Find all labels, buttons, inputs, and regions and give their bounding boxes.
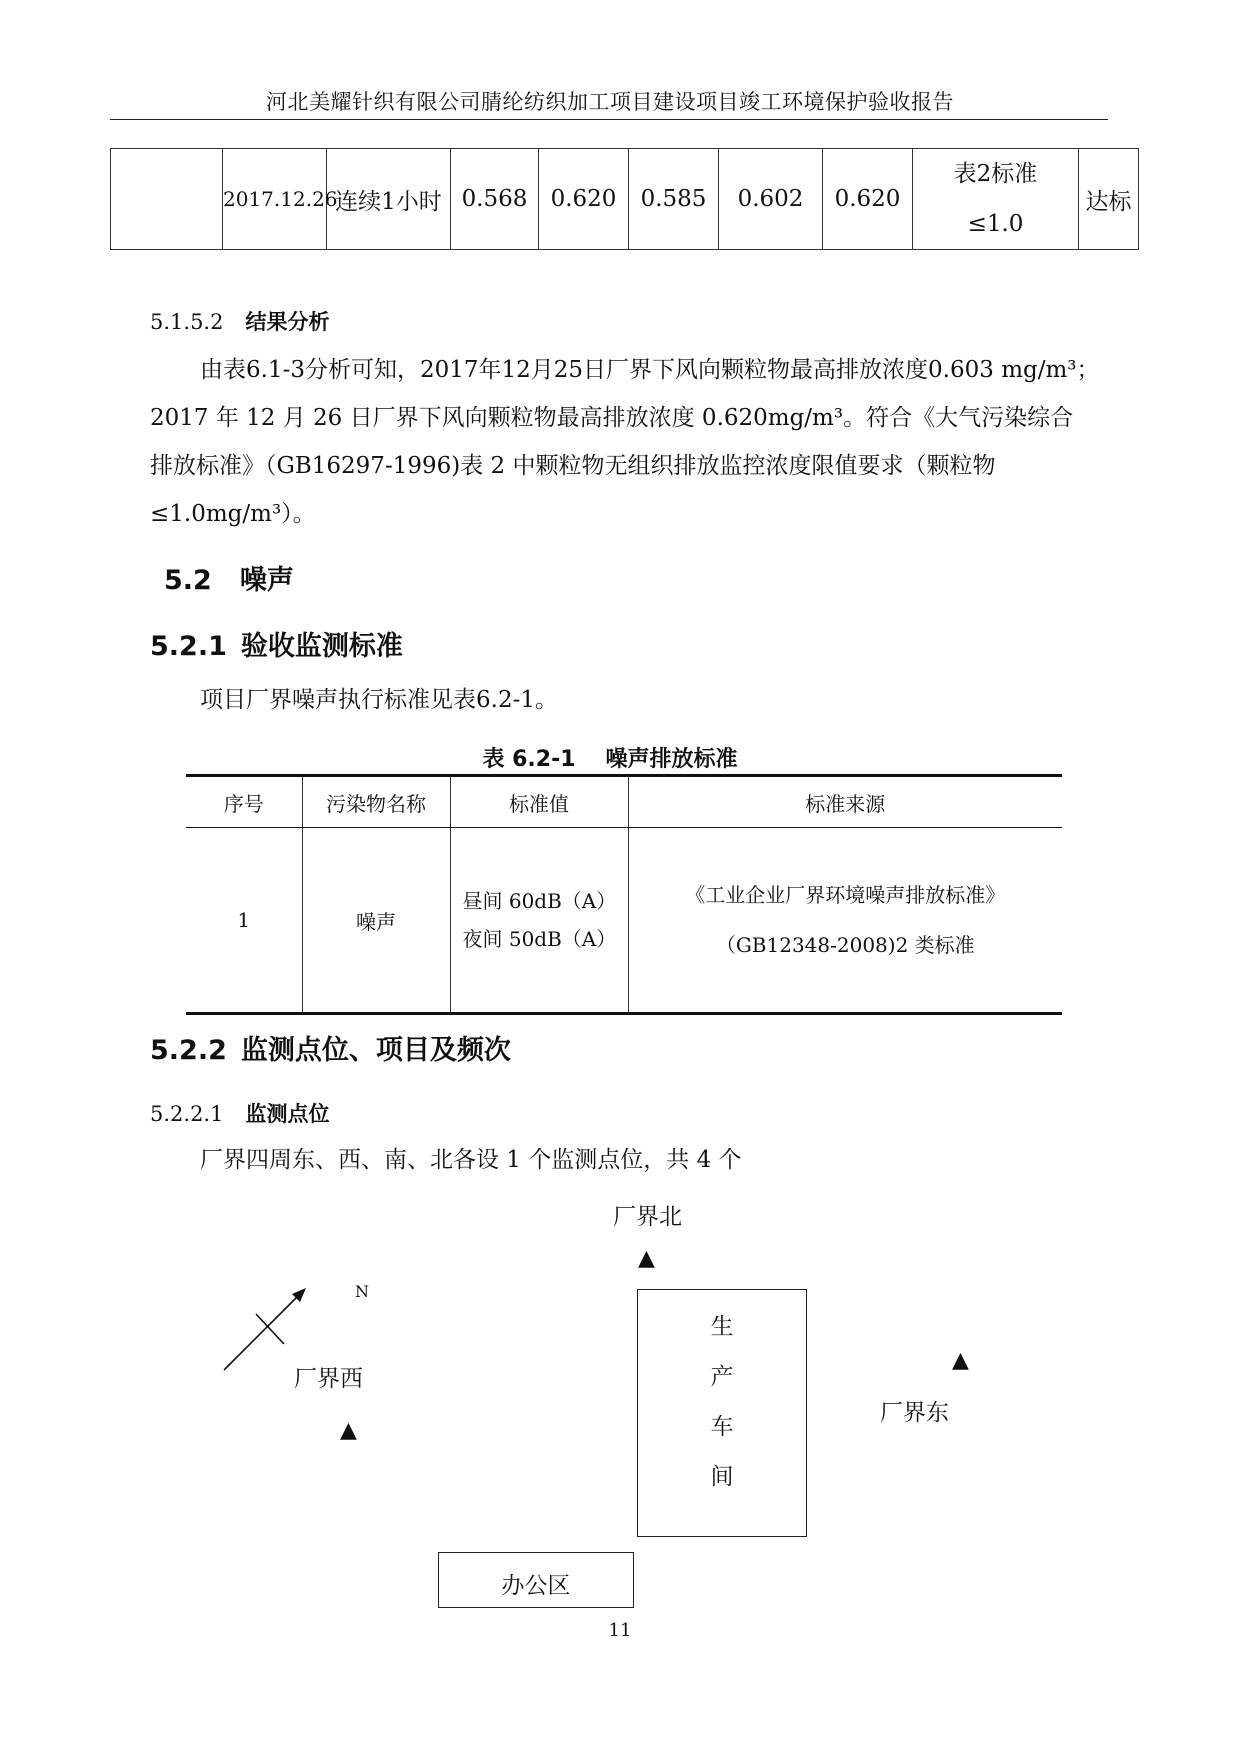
table-cell-pollutant: 噪声 — [302, 828, 450, 1014]
column-header: 标准来源 — [628, 776, 1062, 828]
workshop-char: 间 — [710, 1464, 734, 1490]
table-cell-index: 1 — [186, 828, 302, 1014]
table-cell-result: 达标 — [1079, 149, 1139, 250]
table-cell-standard-source — [628, 828, 1062, 1014]
result-analysis-section — [150, 298, 1100, 538]
table-cell-value: 0.602 — [719, 149, 823, 250]
table-cell-standard-value — [450, 828, 628, 1014]
source-line-2: （GB12348-2008)2 类标准 — [715, 933, 975, 957]
east-boundary-label: 厂界东 — [880, 1400, 949, 1426]
section-number: 5.2.1 — [150, 631, 227, 662]
table-header-row — [186, 776, 1062, 828]
workshop-char: 产 — [710, 1364, 734, 1390]
subsection-title: 监测点位 — [245, 1102, 330, 1126]
east-marker-icon: ▲ — [952, 1348, 969, 1373]
section-title: 监测点位、项目及频次 — [240, 1035, 511, 1066]
north-marker-icon: ▲ — [638, 1246, 655, 1271]
noise-standard-table — [186, 774, 1062, 1015]
table-cell-max-value: 0.620 — [823, 149, 913, 250]
page-number: 11 — [608, 1620, 632, 1641]
table-cell-standard — [913, 149, 1079, 250]
continuation-table — [110, 148, 1139, 250]
subsection-heading-5-2-2-1 — [150, 1090, 1100, 1138]
table-cell-value: 0.568 — [451, 149, 539, 250]
column-header: 标准值 — [450, 776, 628, 828]
west-boundary-label: 厂界西 — [294, 1366, 363, 1392]
analysis-line-4: ≤1.0mg/m³）。 — [150, 501, 316, 527]
table-cell-date: 2017.12.26 — [223, 149, 327, 250]
section-heading-5-2 — [164, 558, 294, 597]
west-marker-icon: ▲ — [340, 1418, 357, 1443]
table-cell — [111, 149, 223, 250]
value-night: 夜间 50dB（A） — [462, 927, 617, 951]
subsection-heading — [150, 298, 1100, 346]
value-day: 昼间 60dB（A） — [462, 889, 617, 913]
section-title: 验收监测标准 — [240, 631, 403, 662]
subsection-number: 5.1.5.2 — [150, 310, 224, 334]
table-cell-value: 0.620 — [539, 149, 629, 250]
subsection-title: 结果分析 — [245, 310, 330, 334]
analysis-line-2: 2017 年 12 月 26 日厂界下风向颗粒物最高排放浓度 0.620mg/m³。符合《大气污染综合 — [150, 405, 1074, 431]
standard-intro-text: 项目厂界噪声执行标准见表6.2-1。 — [200, 687, 558, 713]
source-line-1: 《工业企业厂界环境噪声排放标准》 — [685, 883, 1006, 907]
column-header: 序号 — [186, 776, 302, 828]
office-area-box — [438, 1552, 634, 1608]
column-header: 污染物名称 — [302, 776, 450, 828]
table-row — [111, 149, 1139, 250]
standard-line-1: 表2标准 — [953, 161, 1038, 187]
table-cell-value: 0.585 — [629, 149, 719, 250]
office-area-label: 办公区 — [501, 1573, 571, 1599]
table-caption-number: 表 6.2-1 — [482, 747, 576, 772]
analysis-line-3: 排放标准》（GB16297-1996)表 2 中颗粒物无组织排放监控浓度限值要求（颗粒物 — [150, 453, 996, 479]
subsection-number: 5.2.2.1 — [150, 1102, 224, 1126]
section-title: 噪声 — [239, 565, 294, 596]
monitoring-points-text: 厂界四周东、西、南、北各设 1 个监测点位，共 4 个 — [200, 1147, 742, 1173]
analysis-line-1: 由表6.1-3分析可知，2017年12月25日厂界下风向颗粒物最高排放浓度0.603 mg/m³； — [200, 357, 1100, 383]
compass-north-letter: N — [355, 1282, 369, 1301]
production-workshop-box — [637, 1289, 807, 1537]
report-header-title: 河北美耀针织有限公司腈纶纺织加工项目建设项目竣工环境保护验收报告 — [266, 90, 954, 114]
section-heading-5-2-1 — [150, 624, 403, 663]
section-number: 5.2.2 — [150, 1035, 227, 1066]
table-row — [186, 828, 1062, 1014]
section-number: 5.2 — [164, 565, 212, 596]
section-heading-5-2-2 — [150, 1028, 511, 1067]
table-caption-title: 噪声排放标准 — [605, 747, 738, 772]
header-divider — [110, 119, 1108, 120]
workshop-char: 生 — [710, 1314, 734, 1340]
table-caption — [160, 742, 1060, 773]
workshop-char: 车 — [710, 1414, 734, 1440]
standard-line-2: ≤1.0 — [967, 211, 1024, 237]
north-boundary-label: 厂界北 — [613, 1204, 682, 1230]
table-cell-duration: 连续1小时 — [327, 149, 451, 250]
